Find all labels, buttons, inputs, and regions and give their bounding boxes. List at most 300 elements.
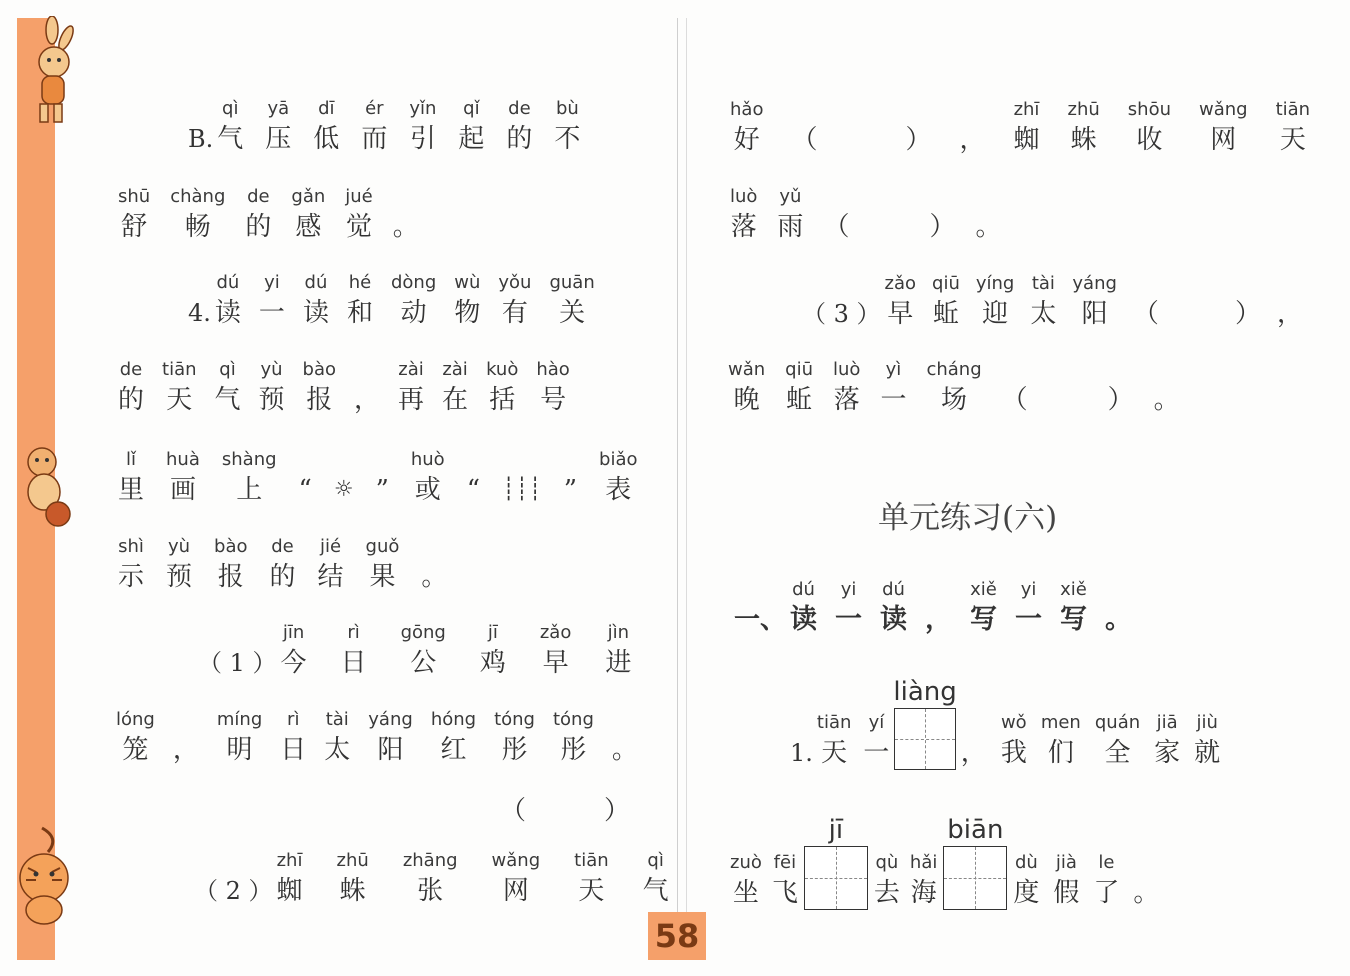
char-unit bbox=[265, 96, 291, 156]
hanzi: 在 bbox=[442, 385, 469, 415]
char-unit bbox=[643, 848, 669, 908]
pinyin: zhū bbox=[1067, 99, 1100, 120]
hanzi: 早 bbox=[542, 648, 569, 678]
pinyin: yáng bbox=[368, 709, 413, 730]
pinyin: tiān bbox=[574, 850, 609, 871]
hanzi: 气 bbox=[217, 124, 244, 154]
question-4-line3 bbox=[118, 447, 638, 507]
hanzi: 的 bbox=[506, 124, 533, 154]
hanzi: 去 bbox=[873, 878, 900, 908]
hanzi: 有 bbox=[501, 298, 528, 328]
hanzi: 日 bbox=[340, 648, 367, 678]
hanzi: 一 bbox=[835, 604, 863, 635]
char-unit bbox=[549, 270, 594, 330]
hanzi: 报 bbox=[306, 385, 333, 415]
hanzi: 笼 bbox=[122, 735, 149, 765]
hanzi: ） bbox=[1107, 385, 1134, 415]
hanzi: 了 bbox=[1093, 878, 1120, 908]
char-unit bbox=[925, 577, 952, 637]
pinyin: qì bbox=[222, 98, 239, 119]
pinyin: tóng bbox=[552, 709, 594, 730]
hanzi: ， bbox=[172, 735, 199, 765]
pinyin: wǎn bbox=[728, 359, 766, 380]
tian-grid-box[interactable] bbox=[894, 708, 956, 770]
hanzi: 阳 bbox=[1081, 299, 1108, 329]
hanzi: 鸡 bbox=[479, 648, 506, 678]
pinyin: hóng bbox=[430, 709, 477, 730]
char-unit bbox=[976, 271, 1015, 331]
char-unit bbox=[401, 620, 446, 680]
sentence-1-line2 bbox=[116, 707, 638, 767]
hanzi: （ bbox=[791, 125, 818, 155]
sentence-3-label: （ 3 ） bbox=[802, 300, 881, 328]
char-unit bbox=[790, 577, 817, 637]
right-page bbox=[690, 0, 1350, 976]
hanzi: 假 bbox=[1053, 878, 1080, 908]
pinyin: ér bbox=[365, 98, 384, 119]
writing-box-liang[interactable] bbox=[893, 676, 956, 770]
char-unit bbox=[480, 620, 506, 680]
hanzi: 蜘 bbox=[1013, 125, 1040, 155]
char-unit bbox=[170, 184, 225, 244]
char-unit bbox=[835, 577, 862, 637]
sentence-1-answer[interactable] bbox=[500, 794, 630, 828]
hanzi: 天 bbox=[821, 738, 848, 768]
hanzi: 一 bbox=[1015, 604, 1043, 635]
hanzi: 读 bbox=[790, 604, 818, 635]
char-unit bbox=[1199, 97, 1248, 157]
pinyin: yù bbox=[167, 536, 191, 557]
pinyin: jiù bbox=[1196, 712, 1218, 733]
char-unit bbox=[391, 270, 436, 330]
char-unit bbox=[313, 96, 339, 156]
pinyin: dú bbox=[792, 579, 815, 600]
char-unit bbox=[833, 357, 860, 417]
char-unit bbox=[118, 447, 144, 507]
question-4-line4 bbox=[118, 534, 447, 594]
pinyin: shū bbox=[118, 186, 151, 207]
pinyin: chàng bbox=[170, 186, 226, 207]
char-unit bbox=[222, 447, 277, 507]
hanzi: 。 bbox=[1105, 604, 1133, 635]
hanzi: ” bbox=[563, 475, 578, 505]
char-unit bbox=[270, 534, 296, 594]
hanzi: 彤 bbox=[560, 735, 587, 765]
char-unit bbox=[554, 96, 580, 156]
hanzi: 写 bbox=[970, 604, 998, 635]
char-unit bbox=[1105, 577, 1132, 637]
sentence-2-line3 bbox=[730, 184, 1001, 244]
sentence-2-label: （ 2 ） bbox=[194, 877, 273, 905]
hanzi: 示 bbox=[118, 562, 145, 592]
hanzi: 红 bbox=[440, 735, 467, 765]
hanzi: 蛛 bbox=[339, 876, 366, 906]
pinyin: yǒu bbox=[498, 272, 532, 293]
hanzi: 觉 bbox=[346, 212, 373, 242]
pinyin: jī bbox=[487, 622, 498, 643]
char-unit bbox=[173, 707, 199, 767]
char-unit bbox=[975, 184, 1001, 244]
hanzi: 上 bbox=[236, 475, 263, 505]
pinyin: yíng bbox=[975, 273, 1015, 294]
hanzi: 今 bbox=[280, 648, 307, 678]
page-number: 58 bbox=[648, 912, 706, 960]
hanzi: 的 bbox=[118, 385, 145, 415]
char-unit bbox=[502, 447, 542, 507]
pinyin: míng bbox=[216, 709, 263, 730]
hanzi: 果 bbox=[369, 562, 396, 592]
hanzi: 坐 bbox=[732, 878, 759, 908]
char-unit bbox=[874, 850, 900, 910]
hanzi: 场 bbox=[941, 385, 968, 415]
pinyin: guān bbox=[549, 272, 595, 293]
pinyin: yi bbox=[1020, 579, 1037, 600]
hanzi: 蚯 bbox=[932, 299, 959, 329]
pinyin: zài bbox=[398, 359, 424, 380]
char-unit bbox=[162, 357, 197, 417]
hanzi: 张 bbox=[417, 876, 444, 906]
hanzi: 太 bbox=[1030, 299, 1057, 329]
pinyin: yáng bbox=[1072, 273, 1117, 294]
hanzi: 家 bbox=[1154, 738, 1181, 768]
char-unit bbox=[214, 534, 247, 594]
char-unit bbox=[728, 357, 765, 417]
hanzi: 读 bbox=[880, 604, 908, 635]
hanzi: 我 bbox=[1000, 738, 1027, 768]
pinyin: gōng bbox=[400, 622, 446, 643]
pinyin: shì bbox=[118, 536, 144, 557]
pinyin: yǔ bbox=[779, 186, 802, 207]
sentence-3-line2 bbox=[728, 357, 1180, 417]
char-unit bbox=[863, 710, 889, 770]
pinyin: yù bbox=[260, 359, 283, 380]
char-unit bbox=[785, 357, 813, 417]
char-unit bbox=[1154, 710, 1180, 770]
hanzi: 们 bbox=[1047, 738, 1074, 768]
pinyin: qì bbox=[647, 850, 664, 871]
char-unit bbox=[880, 357, 906, 417]
sentence-3-line1 bbox=[802, 271, 1303, 331]
pinyin: quán bbox=[1094, 712, 1141, 733]
hanzi: 的 bbox=[245, 212, 272, 242]
char-unit bbox=[166, 534, 192, 594]
hanzi: 阳 bbox=[377, 735, 404, 765]
hanzi: 度 bbox=[1013, 878, 1040, 908]
char-unit bbox=[905, 97, 931, 157]
pinyin: yi bbox=[840, 579, 857, 600]
pinyin: jié bbox=[319, 536, 342, 557]
pinyin: qù bbox=[875, 852, 899, 873]
hanzi: 结 bbox=[317, 562, 344, 592]
char-unit bbox=[354, 357, 380, 417]
pinyin: zhī bbox=[1013, 99, 1040, 120]
hanzi: 读 bbox=[302, 298, 329, 328]
pinyin: yi bbox=[264, 272, 280, 293]
hanzi: 舒 bbox=[121, 212, 148, 242]
hanzi: 一 bbox=[863, 738, 890, 768]
hanzi: 落 bbox=[730, 212, 757, 242]
char-unit bbox=[599, 447, 637, 507]
hanzi: 。 bbox=[1153, 385, 1180, 415]
pinyin: bào bbox=[214, 536, 248, 557]
hanzi: 报 bbox=[217, 562, 244, 592]
char-unit bbox=[730, 97, 763, 157]
char-unit bbox=[280, 707, 306, 767]
char-unit bbox=[961, 710, 987, 770]
pinyin: zài bbox=[442, 359, 468, 380]
hanzi: 天 bbox=[578, 876, 605, 906]
char-unit bbox=[1060, 577, 1087, 637]
writing-box-bian[interactable] bbox=[943, 814, 1007, 910]
hanzi: 低 bbox=[313, 124, 340, 154]
pinyin: guǒ bbox=[365, 536, 400, 557]
char-unit bbox=[281, 620, 307, 680]
char-unit bbox=[1154, 357, 1180, 417]
hanzi: “ bbox=[466, 475, 480, 505]
question-4-line2 bbox=[118, 357, 570, 417]
tiger-cartoon-icon bbox=[12, 818, 74, 928]
char-unit bbox=[730, 184, 757, 244]
pinyin: dī bbox=[318, 98, 335, 119]
pinyin: bào bbox=[302, 359, 337, 380]
char-unit bbox=[215, 357, 241, 417]
char-unit bbox=[442, 357, 468, 417]
char-unit bbox=[498, 270, 531, 330]
pinyin: bù bbox=[556, 98, 579, 119]
pinyin: dù bbox=[1014, 852, 1038, 873]
pinyin: shàng bbox=[221, 449, 277, 470]
char-unit bbox=[431, 707, 476, 767]
pinyin: zuò bbox=[730, 852, 762, 873]
hanzi: 晚 bbox=[733, 385, 760, 415]
char-unit bbox=[368, 707, 413, 767]
hanzi: 预 bbox=[258, 385, 285, 415]
char-unit bbox=[1013, 850, 1039, 910]
hanzi: 预 bbox=[166, 562, 193, 592]
box-pinyin: liàng bbox=[893, 677, 957, 707]
pinyin: jìn bbox=[607, 622, 630, 643]
pinyin: qì bbox=[219, 359, 236, 380]
pinyin: qǐ bbox=[463, 98, 480, 119]
hanzi: 飞 bbox=[771, 878, 798, 908]
tian-grid-box[interactable] bbox=[943, 846, 1007, 910]
sentence-1-line1 bbox=[198, 620, 631, 680]
char-unit bbox=[303, 270, 329, 330]
hanzi: 号 bbox=[540, 385, 567, 415]
char-unit bbox=[393, 184, 419, 244]
hanzi: 日 bbox=[280, 735, 307, 765]
hanzi: 海 bbox=[910, 878, 937, 908]
pinyin: gǎn bbox=[291, 186, 326, 207]
sentence-2-line1 bbox=[194, 848, 669, 908]
hanzi: 引 bbox=[409, 124, 436, 154]
hanzi: （ bbox=[1132, 299, 1159, 329]
hanzi: 。 bbox=[392, 212, 419, 242]
hanzi: ， bbox=[959, 125, 986, 155]
pinyin: le bbox=[1098, 852, 1115, 873]
pinyin: yǐn bbox=[409, 98, 437, 119]
hanzi: 一 bbox=[258, 298, 285, 328]
pinyin: men bbox=[1040, 712, 1081, 733]
pinyin: de bbox=[508, 98, 531, 119]
question-4-line1 bbox=[188, 270, 595, 330]
char-unit bbox=[458, 96, 484, 156]
char-unit bbox=[277, 848, 303, 908]
char-unit bbox=[1277, 271, 1303, 331]
pinyin: hǎo bbox=[730, 99, 764, 120]
squirrel-cartoon-icon bbox=[14, 440, 74, 530]
pinyin: dú bbox=[216, 272, 240, 293]
writing-box-ji[interactable] bbox=[804, 814, 868, 910]
pinyin: lǐ bbox=[126, 449, 137, 470]
hanzi: （ bbox=[823, 212, 850, 242]
pinyin: luò bbox=[833, 359, 861, 380]
box-pinyin: biān bbox=[947, 815, 1004, 845]
hanzi: ） bbox=[1234, 299, 1261, 329]
hanzi: 明 bbox=[226, 735, 253, 765]
char-unit bbox=[1235, 271, 1261, 331]
char-unit bbox=[1133, 271, 1219, 331]
char-unit bbox=[1053, 850, 1079, 910]
pinyin: qiū bbox=[785, 359, 814, 380]
char-unit bbox=[494, 707, 535, 767]
char-unit bbox=[612, 707, 638, 767]
pinyin: biǎo bbox=[599, 449, 638, 470]
hanzi: 天 bbox=[166, 385, 193, 415]
char-unit bbox=[1068, 97, 1100, 157]
char-unit bbox=[347, 270, 373, 330]
pinyin: fēi bbox=[773, 852, 797, 873]
char-unit bbox=[823, 184, 909, 244]
char-unit bbox=[929, 184, 955, 244]
rabbit-cartoon-icon bbox=[14, 16, 76, 128]
char-unit bbox=[409, 96, 436, 156]
pinyin: jīn bbox=[282, 622, 305, 643]
char-unit bbox=[970, 577, 997, 637]
char-unit bbox=[116, 707, 155, 767]
hanzi: 网 bbox=[1210, 125, 1237, 155]
hanzi: 物 bbox=[454, 298, 481, 328]
hanzi: 和 bbox=[346, 298, 373, 328]
char-unit bbox=[166, 447, 200, 507]
char-unit bbox=[492, 848, 541, 908]
section-1-label: 一、 bbox=[734, 605, 787, 635]
hanzi: 画 bbox=[169, 475, 196, 505]
char-unit bbox=[291, 184, 325, 244]
hanzi: 关 bbox=[559, 298, 586, 328]
hanzi: 太 bbox=[324, 735, 351, 765]
option-b-line2 bbox=[118, 184, 419, 244]
hanzi: 雨 bbox=[777, 212, 804, 242]
char-unit bbox=[885, 271, 917, 331]
pinyin: zhū bbox=[336, 850, 369, 871]
char-unit bbox=[118, 534, 144, 594]
pinyin: tài bbox=[325, 709, 349, 730]
hanzi: ┊┊┊ bbox=[502, 477, 542, 502]
pinyin: wù bbox=[454, 272, 481, 293]
hanzi: 写 bbox=[1060, 604, 1088, 635]
hanzi: 落 bbox=[833, 385, 860, 415]
pinyin: de bbox=[119, 359, 143, 380]
char-unit bbox=[1133, 850, 1159, 910]
hanzi: 早 bbox=[887, 299, 914, 329]
char-unit bbox=[926, 357, 981, 417]
hanzi: 。 bbox=[975, 212, 1002, 242]
char-unit bbox=[1108, 357, 1134, 417]
hanzi: ☼ bbox=[333, 477, 354, 502]
hanzi: 进 bbox=[605, 648, 632, 678]
char-unit bbox=[1015, 577, 1042, 637]
exercise-1-line1 bbox=[790, 676, 1220, 770]
char-unit bbox=[341, 620, 367, 680]
char-unit bbox=[259, 357, 285, 417]
pinyin: tiān bbox=[162, 359, 197, 380]
char-unit bbox=[959, 97, 985, 157]
hanzi: 好 bbox=[733, 125, 760, 155]
book-spine bbox=[677, 18, 687, 948]
pinyin: rì bbox=[347, 622, 360, 643]
pinyin: hào bbox=[536, 359, 570, 380]
pinyin: kuò bbox=[486, 359, 519, 380]
char-unit bbox=[1276, 97, 1311, 157]
char-unit bbox=[411, 447, 445, 507]
answer-parentheses[interactable]: （ ） bbox=[500, 796, 631, 826]
char-unit bbox=[345, 184, 372, 244]
char-unit bbox=[1001, 710, 1027, 770]
question-4-label: 4. bbox=[188, 299, 211, 327]
char-unit bbox=[318, 534, 344, 594]
pinyin: jià bbox=[1055, 852, 1077, 873]
hanzi: 。 bbox=[611, 735, 638, 765]
hanzi: 畅 bbox=[184, 212, 211, 242]
pinyin: luò bbox=[730, 186, 758, 207]
pinyin: dòng bbox=[390, 272, 437, 293]
pinyin: xiě bbox=[970, 579, 997, 600]
tian-grid-box[interactable] bbox=[804, 846, 868, 910]
hanzi: 迎 bbox=[982, 299, 1009, 329]
char-unit bbox=[259, 270, 285, 330]
char-unit bbox=[574, 848, 609, 908]
hanzi: 彤 bbox=[501, 735, 528, 765]
char-unit bbox=[118, 184, 150, 244]
char-unit bbox=[324, 707, 350, 767]
pinyin: hé bbox=[348, 272, 372, 293]
pinyin: zǎo bbox=[539, 622, 572, 643]
char-unit bbox=[932, 271, 960, 331]
hanzi: （ bbox=[1001, 385, 1028, 415]
char-unit bbox=[791, 97, 877, 157]
hanzi: 收 bbox=[1136, 125, 1163, 155]
hanzi: 动 bbox=[400, 298, 427, 328]
hanzi: 起 bbox=[458, 124, 485, 154]
pinyin: wǎng bbox=[491, 850, 541, 871]
pinyin: xiě bbox=[1060, 579, 1087, 600]
pinyin: lóng bbox=[116, 709, 155, 730]
sentence-2-line2 bbox=[730, 97, 1310, 157]
hanzi: ， bbox=[1276, 299, 1303, 329]
option-b-line1 bbox=[188, 96, 580, 156]
hanzi: ） bbox=[905, 125, 932, 155]
pinyin: jiā bbox=[1156, 712, 1178, 733]
char-unit bbox=[366, 534, 400, 594]
char-unit bbox=[730, 850, 762, 910]
char-unit bbox=[299, 447, 312, 507]
hanzi: 再 bbox=[398, 385, 425, 415]
char-unit bbox=[334, 447, 354, 507]
hanzi: 蜘 bbox=[276, 876, 303, 906]
pinyin: tiān bbox=[816, 712, 852, 733]
hanzi: 读 bbox=[214, 298, 241, 328]
